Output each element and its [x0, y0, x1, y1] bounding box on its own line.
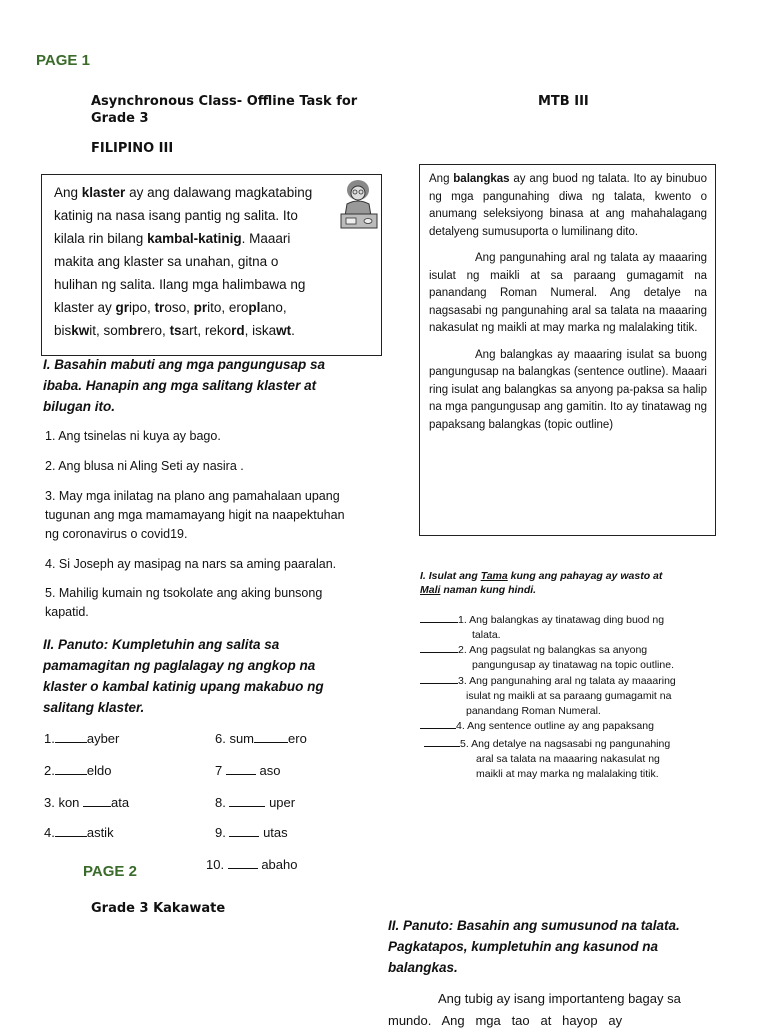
answer-blank[interactable]: [229, 836, 259, 837]
tf-item-2: 2. Ang pagsulat ng balangkas sa anyong pangungusap ay tinatawag na topic outline.: [420, 643, 674, 673]
question-5: 5. Mahilig kumain ng tsokolate ang aking bunsong kapatid.: [45, 586, 323, 619]
subject-label: FILIPINO III: [91, 141, 174, 156]
section-2-instructions: II. Panuto: Kumpletuhin ang salita sa pamamagitan ng paglalagay ng angkop na klaster o kambal katinig upang makabuo ng salitang klaster.: [43, 637, 324, 715]
klaster-definition-text: Ang klaster ay ang dalawang magkatabing katinig na nasa isang pantig ng salita. Ito kilala rin bilang kambal-katinig. Maaari makita ang klaster sa unahan, gitna o hulihan ng salita. Ilang mga halimbawa ng klaster ay gripo, troso, prito, eroplano, biskwit, sombrero, tsart, rekord, iskawt.: [54, 185, 313, 338]
mtb-label: MTB III: [538, 94, 589, 109]
fill-item-3: 3. kon ata: [44, 795, 130, 810]
answer-blank[interactable]: [424, 746, 460, 747]
answer-blank[interactable]: [254, 742, 288, 743]
answer-blank[interactable]: [55, 742, 87, 743]
answer-blank[interactable]: [228, 868, 258, 869]
page-2-label: PAGE 2: [83, 863, 137, 880]
answer-blank[interactable]: [55, 836, 87, 837]
page-2-title: Grade 3 Kakawate: [91, 901, 226, 916]
fill-item-4: 4. astik: [44, 825, 114, 840]
answer-blank[interactable]: [420, 622, 458, 623]
question-1: 1. Ang tsinelas ni kuya ay bago.: [45, 429, 221, 443]
fill-item-8: 8. uper: [215, 795, 296, 810]
tf-instructions: I. Isulat ang Tama kung ang pahayag ay wasto at Mali naman kung hindi.: [420, 570, 663, 596]
balangkas-definition-text: Ang balangkas ay ang buod ng talata. Ito ay binubuo ng mga pangunahing diwa ng talata, kwento o anumang seleksiyong binasa at ang mahahalagang detalyeng sumusuporta o lumilinang dito. Ang pangunahing aral ng talata ay maaaring isulat ng maikli at sa paraang gumagamit na panandang Roman Numeral. Ang detalye na nagsasabi ng pangunahing aral sa talata na maaaring nakasulat ng maikli at may marka ng malalaking titik. Ang balangkas ay maaaring isulat sa buong pangungusap na balangkas (sentence outline). Maaari ring isulat ang balangkas sa anyong pa-paksa sa halip na mga pangungusap ang gamitin. Ito ay tinatawag ng papaksang balangkas (topic outline): [429, 173, 707, 431]
fill-item-7: 7 aso: [215, 763, 281, 778]
tf-item-4: 4. Ang sentence outline ay ang papaksang: [420, 719, 654, 734]
header-title-line2: Grade 3: [91, 111, 149, 126]
answer-blank[interactable]: [229, 806, 265, 807]
answer-blank[interactable]: [420, 652, 458, 653]
fill-item-6: 6. sum ero: [215, 731, 307, 746]
header-title-line1: Asynchronous Class- Offline Task for: [91, 94, 358, 109]
page-2-instructions: II. Panuto: Basahin ang sumusunod na talata. Pagkatapos, kumpletuhin ang kasunod na balangkas.: [388, 918, 680, 975]
answer-blank[interactable]: [420, 728, 456, 729]
question-3: 3. May mga inilatag na plano ang pamahalaan upang tugunan ang mga mamamayang higit na naapektuhan ng coronavirus o covid19.: [45, 489, 345, 541]
tf-item-1: 1. Ang balangkas ay tinatawag ding buod ng talata.: [420, 613, 664, 643]
answer-blank[interactable]: [226, 774, 256, 775]
answer-blank[interactable]: [420, 683, 458, 684]
answer-blank[interactable]: [55, 774, 87, 775]
fill-item-9: 9. utas: [215, 825, 288, 840]
page-1-label: PAGE 1: [36, 52, 90, 69]
tf-item-5: 5. Ang detalye na nagsasabi ng pangunahing aral sa talata na maaaring nakasulat ng maikli at may marka ng malalaking titik.: [424, 737, 670, 782]
page-2-paragraph: Ang tubig ay isang importanteng bagay sa mundo. Ang mga tao at hayop ay: [388, 991, 681, 1028]
answer-blank[interactable]: [83, 806, 111, 807]
section-1-instructions: I. Basahin mabuti ang mga pangungusap sa ibaba. Hanapin ang mga salitang klaster at bilugan ito.: [43, 357, 326, 414]
teacher-at-desk-illustration: [338, 178, 380, 238]
tf-item-3: 3. Ang pangunahing aral ng talata ay maaaring isulat ng maikli at sa paraang gumagamit na panandang Roman Numeral.: [420, 674, 676, 719]
klaster-definition-box: [41, 174, 382, 356]
header-title: [91, 93, 357, 127]
balangkas-definition-box: [419, 164, 716, 536]
fill-item-10: 10. abaho: [206, 857, 298, 872]
question-4: 4. Si Joseph ay masipag na nars sa aming paaralan.: [45, 557, 337, 571]
fill-item-2: 2. eldo: [44, 763, 112, 778]
fill-item-1: 1. ayber: [44, 731, 120, 746]
question-2: 2. Ang blusa ni Aling Seti ay nasira .: [45, 459, 244, 473]
